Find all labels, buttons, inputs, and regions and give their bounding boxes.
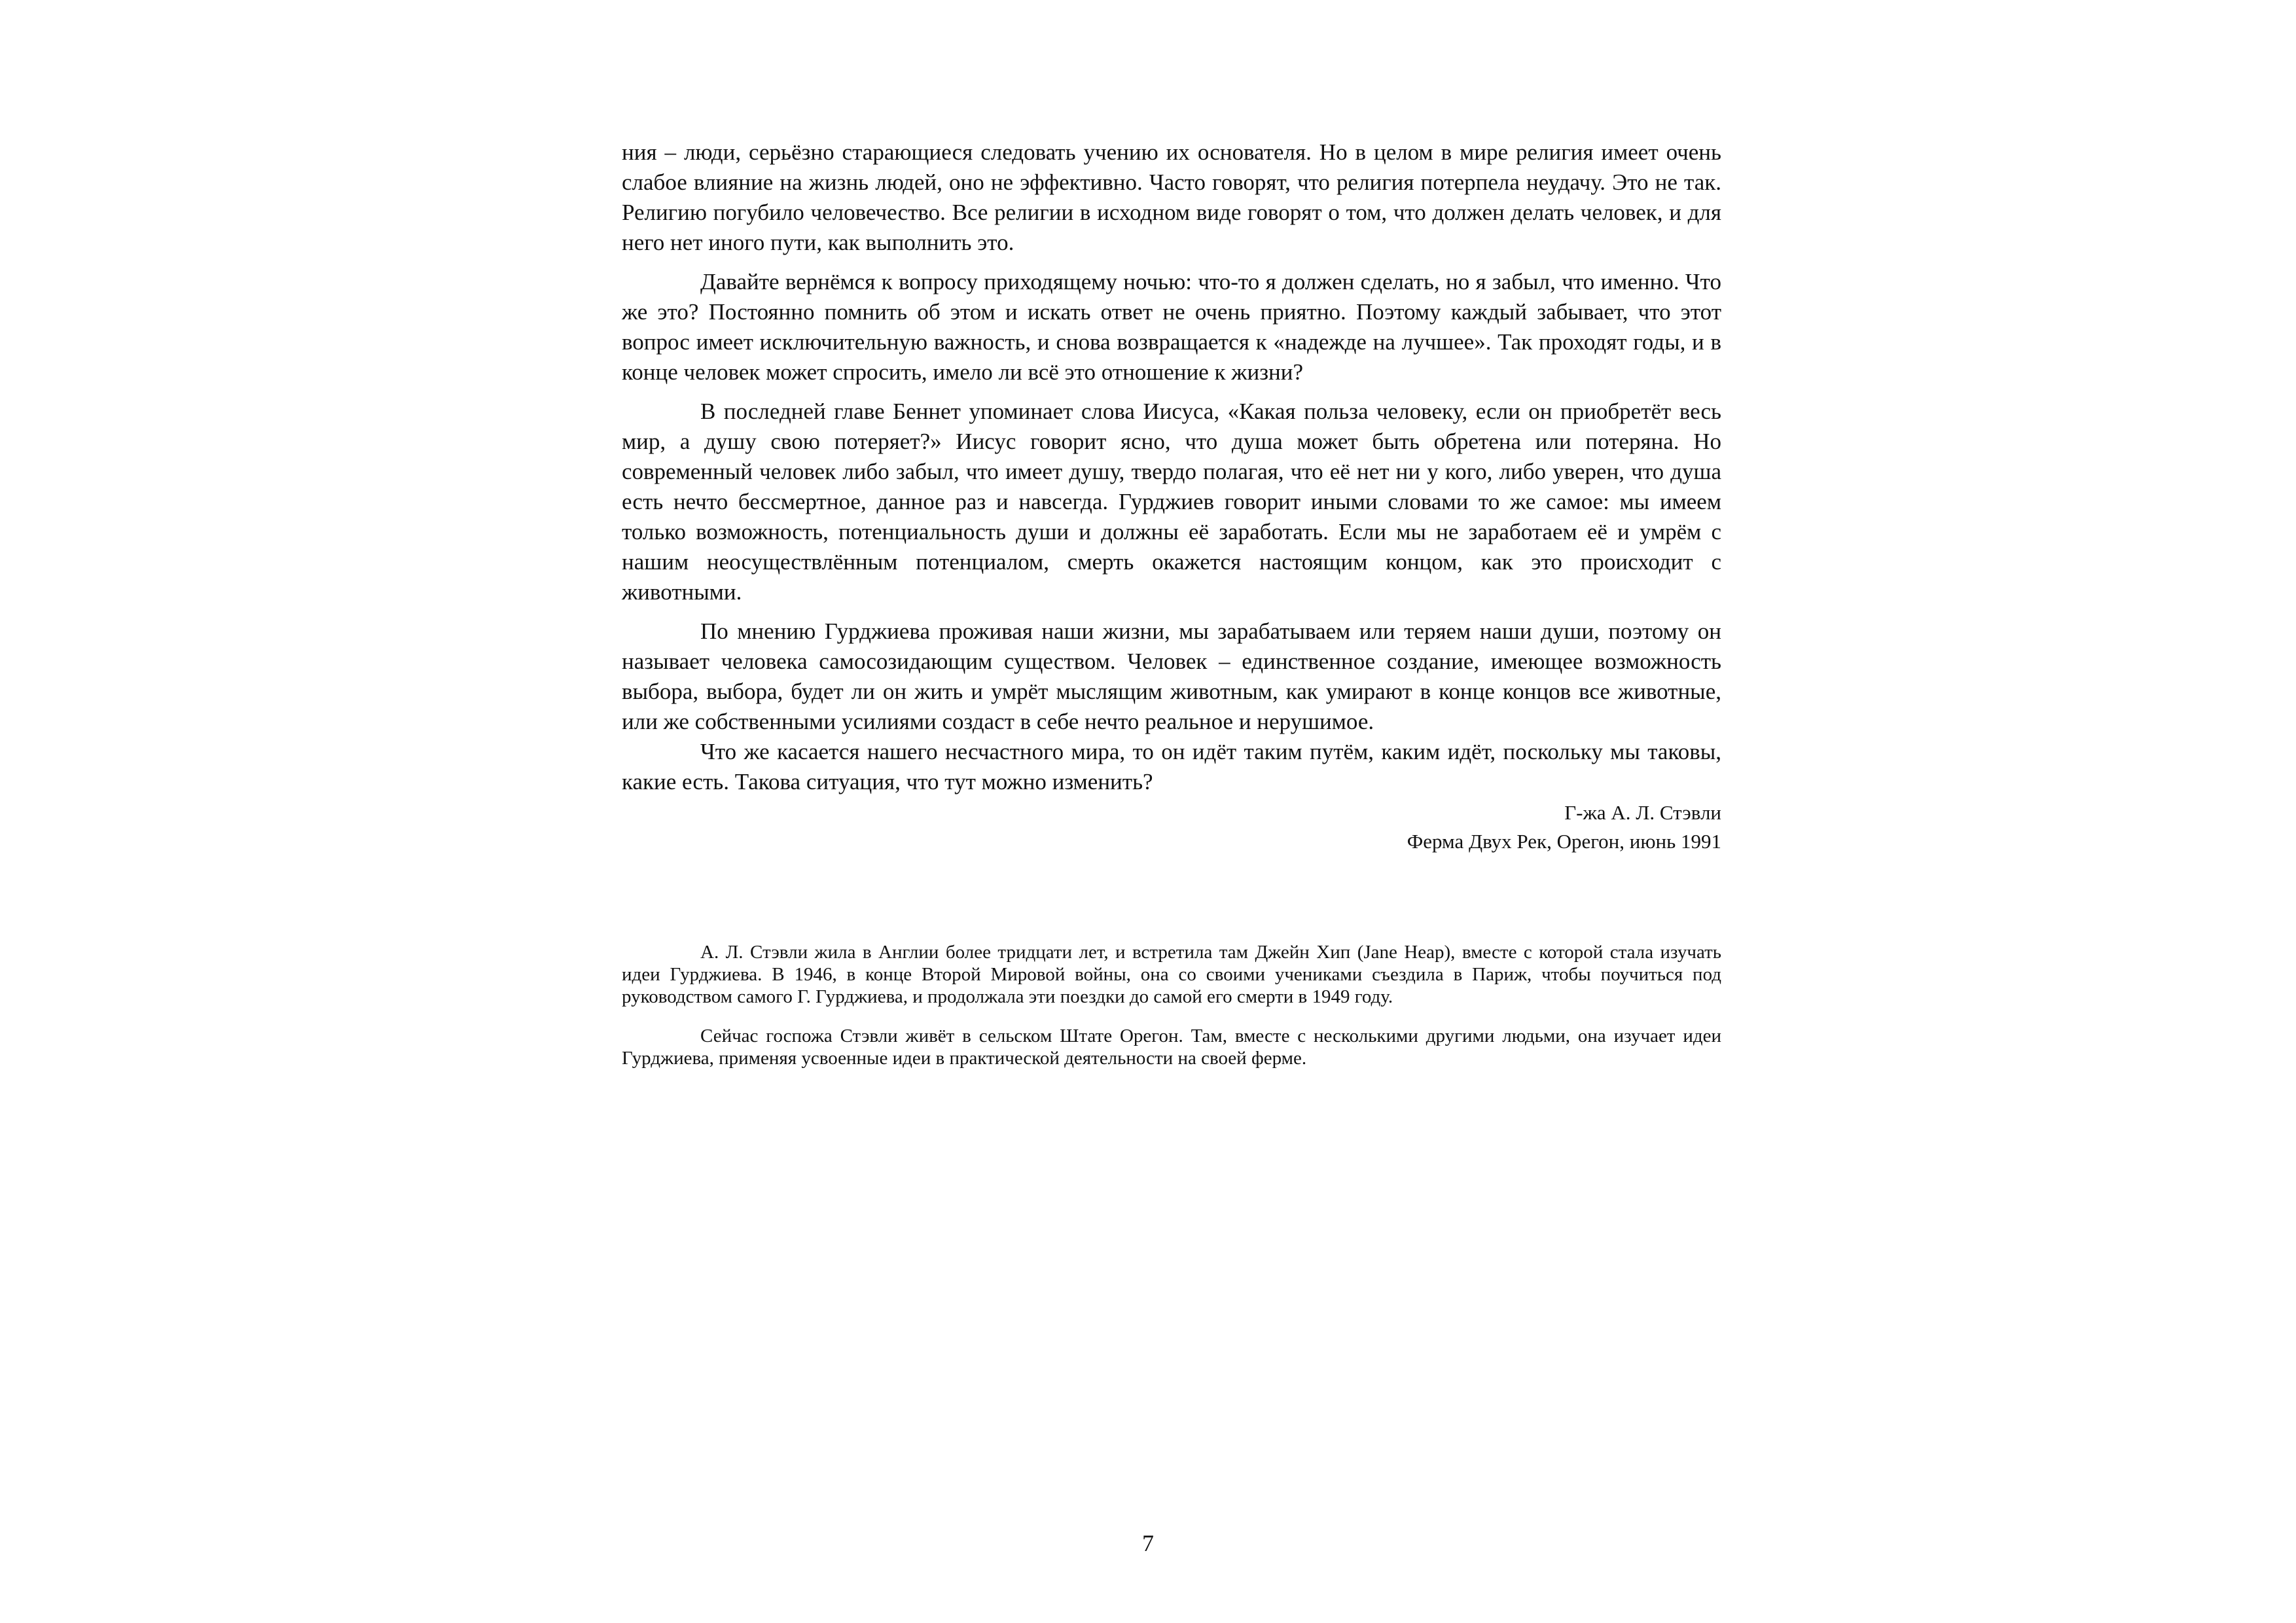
paragraph-night-question: Давайте вернёмся к вопросу приходящему ночью: что-то я должен сделать, но я забыл, что именно. Что же это? Постоянно помнить об этом и искать ответ не очень приятно. Поэтому каждый забывает, что этот вопрос имеет исключительную важность, и снова возвращается к «надежде на лучшее». Так проходят годы, и в конце человек может спросить, имело ли всё это отношение к жизни? [622,269,1721,385]
paragraph-continuation: ния – люди, серьёзно старающиеся следовать учению их основателя. Но в целом в мире религия имеет очень слабое влияние на жизнь людей, оно не эффективно. Часто говорят, что религия потерпела неудачу. Это не так. Религию погубило человечество. Все религии в исходном виде говорят о том, что должен делать человек, и для него нет иного пути, как выполнить это. [622,139,1721,255]
page-number: 7 [1142,1530,1154,1556]
paragraph-unhappy-world: Что же касается нашего несчастного мира, то он идёт таким путём, каким идёт, поскольку мы таковы, какие есть. Такова ситуация, что тут можно изменить? [622,739,1721,794]
signature-author: Г-жа А. Л. Стэвли [1564,801,1721,824]
note-biography: А. Л. Стэвли жила в Англии более тридцати лет, и встретила там Джейн Хип (Jane Heap), вместе с которой стала изучать идеи Гурджиева. В 1946, в конце Второй Мировой войны, она со своими учениками съездила в Париж, чтобы поучиться под руководством самого Г. Гурджиева, и продолжала эти поездки до самой его смерти в 1949 году. [622,942,1721,1007]
paragraph-soul: В последней главе Беннет упоминает слова Иисуса, «Какая польза человеку, если он приобретёт весь мир, а душу свою потеряет?» Иисус говорит ясно, что душа может быть обретена или потеряна. Но современный человек либо забыл, что имеет душу, твердо полагая, что её нет ни у кого, либо уверен, что душа есть нечто бессмертное, данное раз и навсегда. Гурджиев говорит иными словами то же самое: мы имеем только возможность, потенциальность души и должны её заработать. Если мы не заработаем её и умрём с нашим неосуществлённым потенциалом, смерть окажется настоящим концом, как это происходит с животными. [622,399,1721,605]
signature-place-date: Ферма Двух Рек, Орегон, июнь 1991 [1407,830,1721,853]
main-text [622,137,1721,797]
paragraph-gurdjieff-opinion: По мнению Гурджиева проживая наши жизни, мы зарабатываем или теряем наши души, поэтому он называет человека самосозидающим существом. Человек – единственное создание, имеющее возможность выбора, выбора, будет ли он жить и умрёт мыслящим животным, как умирают в конце концов все животные, или же собственными усилиями создаст в себе нечто реальное и нерушимое. [622,618,1721,734]
signature-block [622,798,1721,856]
note-current: Сейчас госпожа Стэвли живёт в сельском Штате Орегон. Там, вместе с несколькими другими людьми, она изучает идеи Гурджиева, применяя усвоенные идеи в практической деятельности на своей ферме. [622,1026,1721,1069]
author-notes [622,941,1721,1069]
page-content [622,137,1721,1086]
